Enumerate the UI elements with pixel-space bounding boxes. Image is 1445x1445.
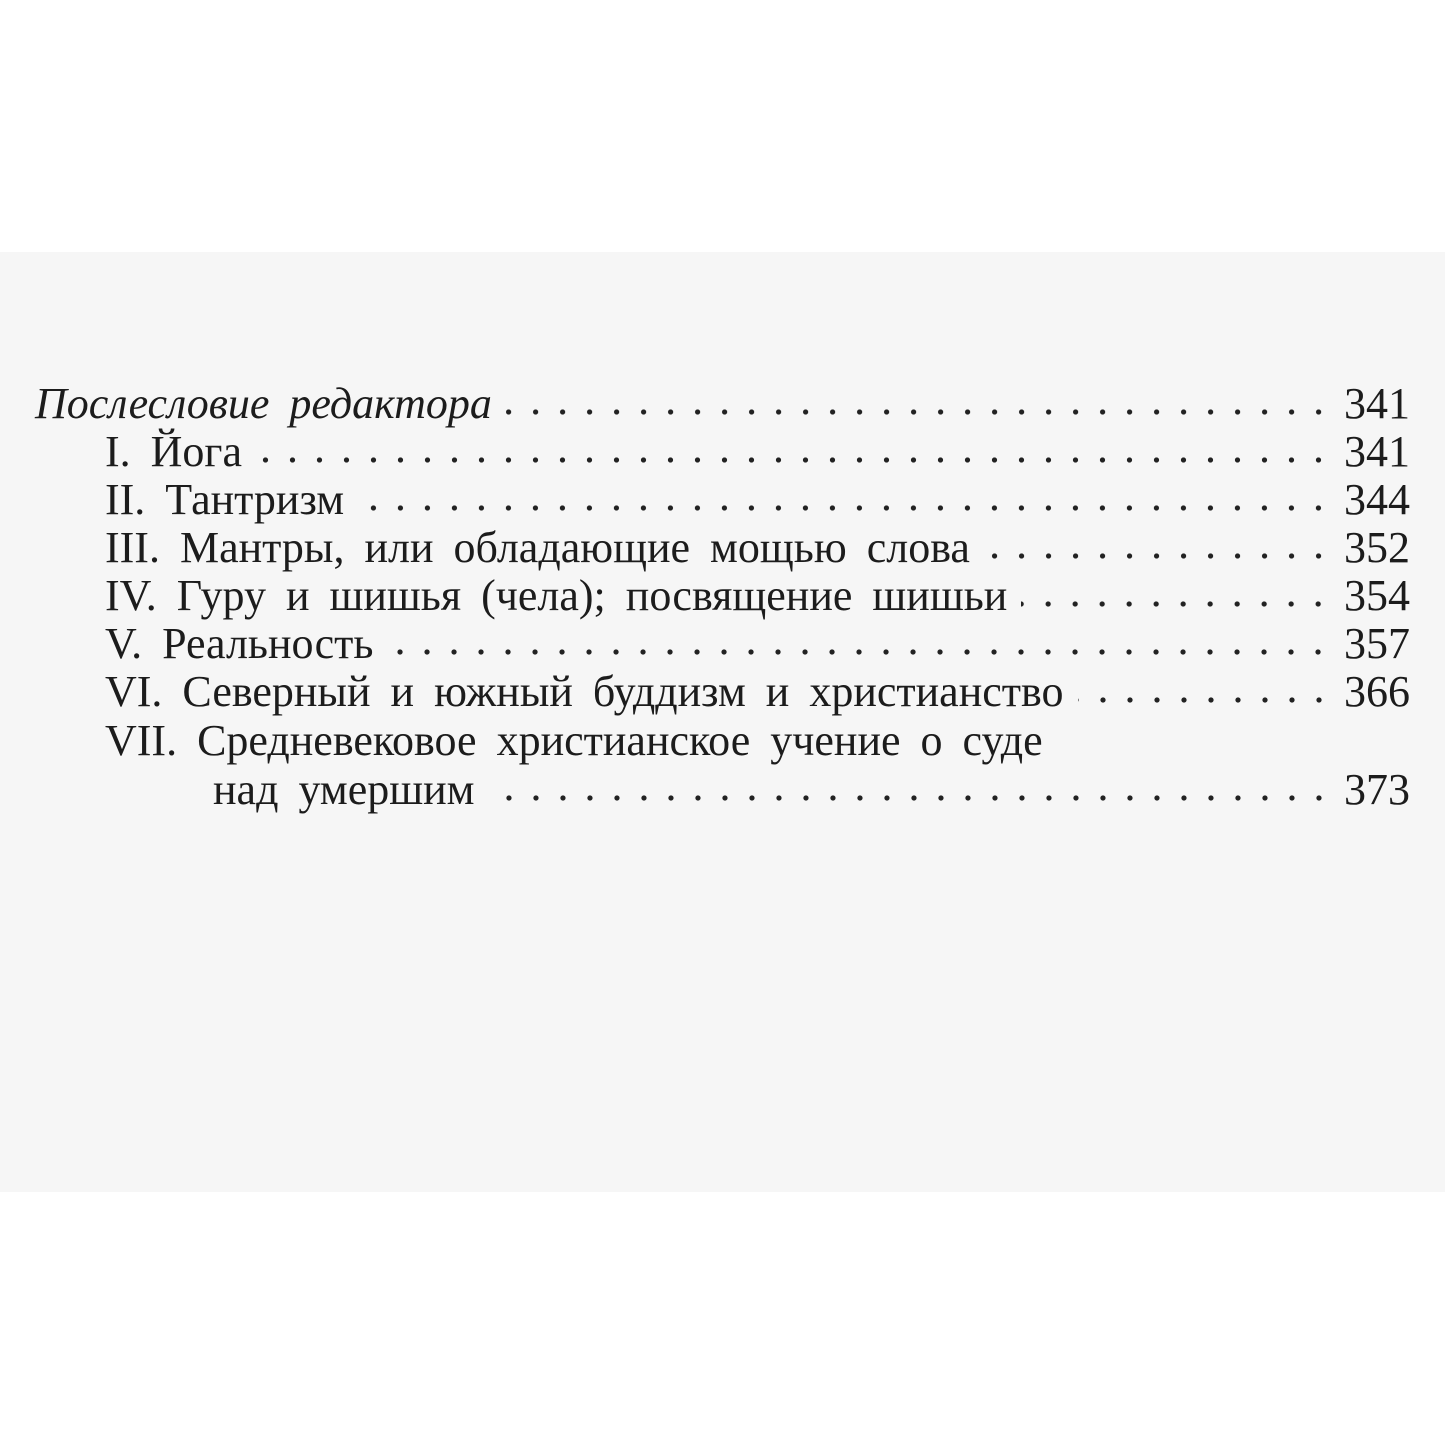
toc-entry-label: V. Реальность	[105, 619, 374, 668]
toc-entry-label-continuation: над умершим	[213, 765, 475, 814]
toc-entry	[105, 620, 1410, 668]
toc-entry-page: 357	[1344, 619, 1410, 668]
leader-dots	[358, 503, 1332, 513]
toc-entry-page: 366	[1344, 667, 1410, 716]
toc-entry-label: II. Тантризм	[105, 475, 345, 524]
toc-entry	[105, 717, 1410, 765]
toc-entry-page: 373	[1344, 765, 1410, 814]
leader-dots	[1078, 695, 1333, 705]
toc-entry-label: III. Мантры, или обладающие мощью слова	[105, 523, 970, 572]
toc-entry-continuation	[213, 766, 1410, 814]
leader-dots	[506, 407, 1332, 417]
toc-entry-label: VI. Северный и южный буддизм и христианство	[105, 667, 1064, 716]
toc-entry-label: VII. Средневековое христианское учение о суде	[105, 716, 1043, 765]
toc-entry-label: Послесловие редактора	[35, 379, 492, 428]
toc-entry-page: 352	[1344, 523, 1410, 572]
toc-entry-label: IV. Гуру и шишья (чела); посвящение шишьи	[105, 571, 1008, 620]
leader-dots	[984, 551, 1332, 561]
leader-dots	[387, 647, 1332, 657]
toc-entry	[105, 524, 1410, 572]
toc-entry	[105, 476, 1410, 524]
toc-entry-page: 344	[1344, 475, 1410, 524]
toc-entry	[105, 572, 1410, 620]
leader-dots	[489, 793, 1332, 803]
toc-entry-page: 341	[1344, 427, 1410, 476]
toc-entry-afterword	[35, 380, 1410, 428]
toc-entry	[105, 428, 1410, 476]
leader-dots	[1021, 599, 1332, 609]
toc-entry-page: 354	[1344, 571, 1410, 620]
toc-entry-label: I. Йога	[105, 427, 243, 476]
book-page	[0, 252, 1445, 1192]
leader-dots	[256, 455, 1332, 465]
toc-entry	[105, 668, 1410, 716]
toc-entry-page: 341	[1344, 379, 1410, 428]
